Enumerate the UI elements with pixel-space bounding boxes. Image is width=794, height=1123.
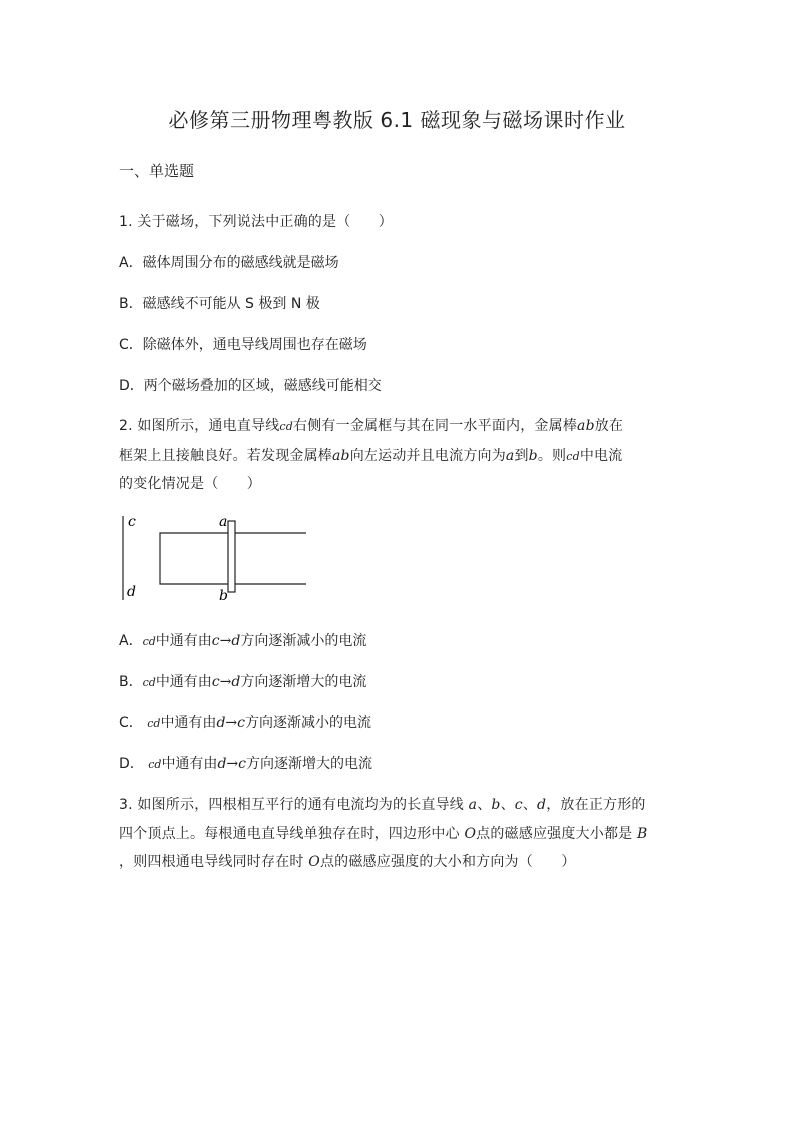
math-cd: cd — [279, 420, 294, 433]
q2-stem-line-3: 的变化情况是（ ） — [119, 476, 261, 492]
q3-stem-line-3: ，则四根通电导线同时存在时 O点的磁感应强度的大小和方向为（ ） — [119, 854, 576, 870]
q2-option-b: B．cd中通有由c→d方向逐渐增大的电流 — [119, 674, 367, 690]
q2-figure — [118, 512, 318, 604]
q3-stem-line-2: 四个顶点上。每根通电直导线单独存在时，四边形中心 O点的磁感应强度大小都是 B — [119, 826, 648, 842]
math-b: b — [528, 448, 538, 464]
math-ab: ab — [332, 448, 350, 464]
metal-rod-ab — [228, 521, 235, 592]
q2-option-a: A．cd中通有由c→d方向逐渐减小的电流 — [119, 633, 367, 649]
q3-stem-line-1: 3. 如图所示，四根相互平行的通有电流均为的长直导线 a、b、c、d，放在正方形的 — [119, 797, 646, 813]
label-c: c — [128, 514, 136, 530]
label-b: b — [219, 588, 228, 604]
q1-stem: 1. 关于磁场，下列说法中正确的是（ ） — [119, 214, 394, 230]
q2-option-d: D． cd中通有由d→c方向逐渐增大的电流 — [119, 756, 372, 772]
section-heading: 一、单选题 — [119, 162, 195, 180]
math-cd: cd — [566, 450, 580, 463]
q1-option-a: A．磁体周围分布的磁感线就是磁场 — [119, 255, 339, 271]
q1-option-b: B．磁感线不可能从 S 极到 N 极 — [119, 296, 320, 312]
math-ab: ab — [577, 418, 595, 434]
label-d: d — [127, 584, 136, 600]
q2-stem-line-2: 框架上且接触良好。若发现金属棒ab向左运动并且电流方向为a到b。则cd中电流 — [119, 448, 623, 464]
label-a: a — [219, 514, 228, 530]
page-title: 必修第三册物理粤教版 6.1 磁现象与磁场课时作业 — [168, 108, 626, 132]
q1-option-c: C．除磁体外，通电导线周围也存在磁场 — [119, 337, 367, 353]
q1-option-d: D．两个磁场叠加的区域，磁感线可能相交 — [119, 378, 382, 394]
q2-stem-line-1: 2. 如图所示，通电直导线cd右侧有一金属框与其在同一水平面内，金属棒ab放在 — [119, 418, 624, 434]
math-a: a — [505, 448, 515, 464]
q2-option-c: C． cd中通有由d→c方向逐渐减小的电流 — [119, 715, 371, 731]
